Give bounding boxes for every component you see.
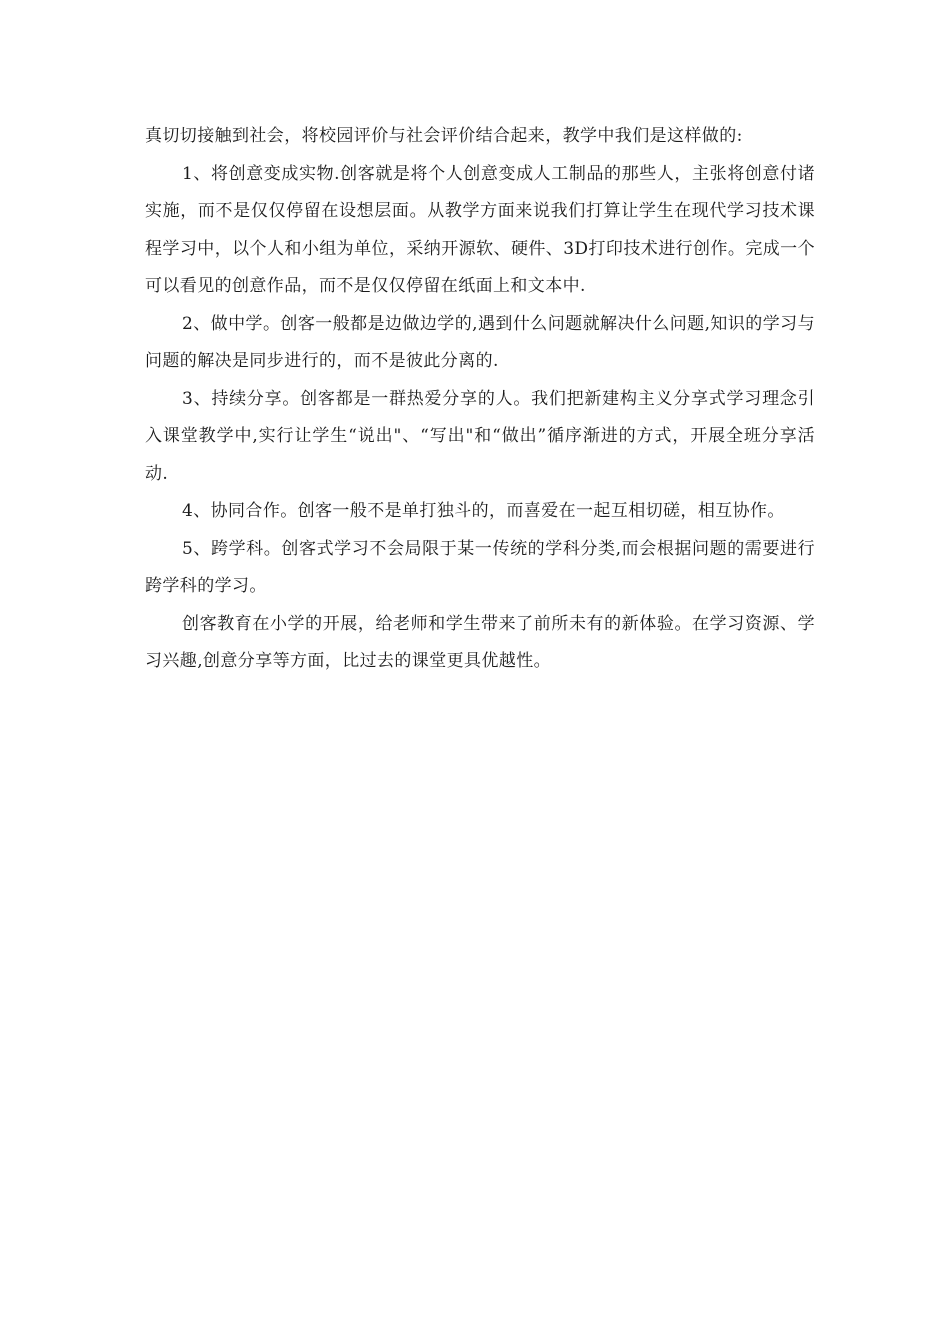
document-body [145,118,815,681]
paragraph-point-1: 1、将创意变成实物.创客就是将个人创意变成人工制品的那些人，主张将创意付诸实施，而不是仅仅停留在设想层面。从教学方面来说我们打算让学生在现代学习技术课程学习中，以个人和小组为单位，采纳开源软、硬件、3D打印技术进行创作。完成一个可以看见的创意作品，而不是仅仅停留在纸面上和文本中. [145,163,815,296]
paragraph-point-5: 5、跨学科。创客式学习不会局限于某一传统的学科分类,而会根据问题的需要进行跨学科的学习。 [145,538,815,596]
paragraph-point-4: 4、协同合作。创客一般不是单打独斗的，而喜爱在一起互相切磋，相互协作。 [182,501,785,521]
paragraph-intro-continuation: 真切切接触到社会，将校园评价与社会评价结合起来，教学中我们是这样做的: [145,126,743,146]
paragraph-point-3: 3、持续分享。创客都是一群热爱分享的人。我们把新建构主义分享式学习理念引入课堂教学中,实行让学生“说出"、“写出"和“做出”循序渐进的方式，开展全班分享活动. [145,388,815,484]
paragraph-point-2: 2、做中学。创客一般都是边做边学的,遇到什么问题就解决什么问题,知识的学习与问题的解决是同步进行的，而不是彼此分离的. [145,313,815,371]
paragraph-conclusion: 创客教育在小学的开展，给老师和学生带来了前所未有的新体验。在学习资源、学习兴趣,创意分享等方面，比过去的课堂更具优越性。 [145,613,815,671]
